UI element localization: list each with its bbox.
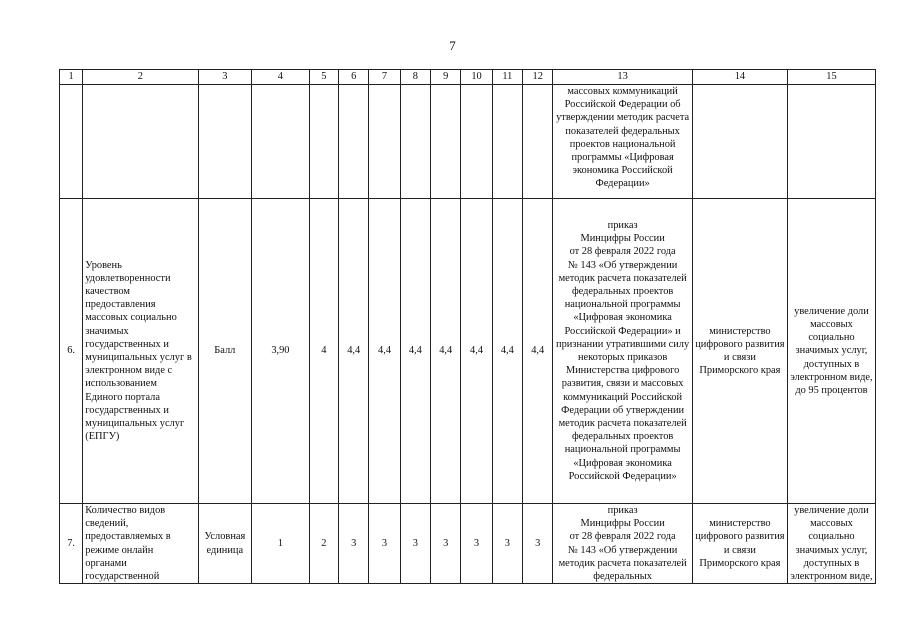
value-cell: 4,4 xyxy=(369,199,400,504)
empty-cell xyxy=(369,85,400,199)
column-header: 3 xyxy=(198,70,252,85)
column-header: 11 xyxy=(492,70,522,85)
value-cell: 3 xyxy=(492,504,522,584)
value-cell: 3 xyxy=(461,504,492,584)
column-header: 8 xyxy=(400,70,430,85)
responsible-cell: министерство цифрового развития и связи Приморского края xyxy=(692,199,787,504)
column-header: 2 xyxy=(83,70,198,85)
column-header: 4 xyxy=(252,70,310,85)
empty-cell xyxy=(400,85,430,199)
value-cell: 2 xyxy=(309,504,338,584)
empty-cell xyxy=(83,85,198,199)
empty-cell xyxy=(523,85,553,199)
column-number-row xyxy=(60,70,876,85)
empty-cell xyxy=(492,85,522,199)
result-cell: увеличение доли массовых социально значимых услуг, доступных в электронном виде, xyxy=(787,504,875,584)
value-cell: 3 xyxy=(369,504,400,584)
empty-cell xyxy=(252,85,310,199)
value-cell: 4,4 xyxy=(461,199,492,504)
column-header: 5 xyxy=(309,70,338,85)
empty-cell xyxy=(60,85,83,199)
page-number: 7 xyxy=(449,38,456,53)
column-header: 13 xyxy=(553,70,693,85)
empty-cell xyxy=(787,85,875,199)
empty-cell xyxy=(431,85,461,199)
column-header: 6 xyxy=(339,70,369,85)
column-header: 1 xyxy=(60,70,83,85)
column-header: 12 xyxy=(523,70,553,85)
value-cell: 4,4 xyxy=(400,199,430,504)
column-header: 10 xyxy=(461,70,492,85)
row-number: 6. xyxy=(60,199,83,504)
base-value-cell: 1 xyxy=(252,504,310,584)
value-cell: 4,4 xyxy=(492,199,522,504)
document-basis-cell: приказ Минцифры России от 28 февраля 2022 года № 143 «Об утверждении методик расчета показателей федеральных проектов национальной программы «Цифровая экономика Российской Федерации» и признании утратившими силу некоторых приказов Министерства цифрового развития, связи и массовых коммуникаций Российской Федерации об утверждении методик расчета показателей федеральных проектов национальной программы «Цифровая экономика Российской Федерации» xyxy=(553,199,693,504)
column-header: 7 xyxy=(369,70,400,85)
indicator-name: Уровень удовлетворенности качеством предоставления массовых социально значимых государственных и муниципальных услуг в электронном виде с использованием Единого портала государственных и муниципальных услуг (ЕПГУ) xyxy=(83,199,198,504)
value-cell: 3 xyxy=(339,504,369,584)
table-row xyxy=(60,199,876,504)
value-cell: 4,4 xyxy=(523,199,553,504)
responsible-cell: министерство цифрового развития и связи Приморского края xyxy=(692,504,787,584)
empty-cell xyxy=(198,85,252,199)
unit-cell: Условная единица xyxy=(198,504,252,584)
base-value-cell: 3,90 xyxy=(252,199,310,504)
value-cell: 3 xyxy=(431,504,461,584)
value-cell: 4,4 xyxy=(339,199,369,504)
unit-cell: Балл xyxy=(198,199,252,504)
column-header: 9 xyxy=(431,70,461,85)
table-row xyxy=(60,504,876,584)
continuation-row xyxy=(60,85,876,199)
result-cell: увеличение доли массовых социально значимых услуг, доступных в электронном виде, до 95 процентов xyxy=(787,199,875,504)
value-cell: 3 xyxy=(523,504,553,584)
column-header: 15 xyxy=(787,70,875,85)
column-header: 14 xyxy=(692,70,787,85)
empty-cell xyxy=(461,85,492,199)
value-cell: 4 xyxy=(309,199,338,504)
indicator-name: Количество видов сведений, предоставляемых в режиме онлайн органами государственной xyxy=(83,504,198,584)
document-basis-cell: массовых коммуникаций Российской Федерации об утверждении методик расчета показателей федеральных проектов национальной программы «Цифровая экономика Российской Федерации» xyxy=(553,85,693,199)
value-cell: 4,4 xyxy=(431,199,461,504)
empty-cell xyxy=(692,85,787,199)
empty-cell xyxy=(309,85,338,199)
document-basis-cell: приказ Минцифры России от 28 февраля 2022 года № 143 «Об утверждении методик расчета показателей федеральных xyxy=(553,504,693,584)
value-cell: 3 xyxy=(400,504,430,584)
indicators-table xyxy=(59,69,876,584)
empty-cell xyxy=(339,85,369,199)
row-number: 7. xyxy=(60,504,83,584)
